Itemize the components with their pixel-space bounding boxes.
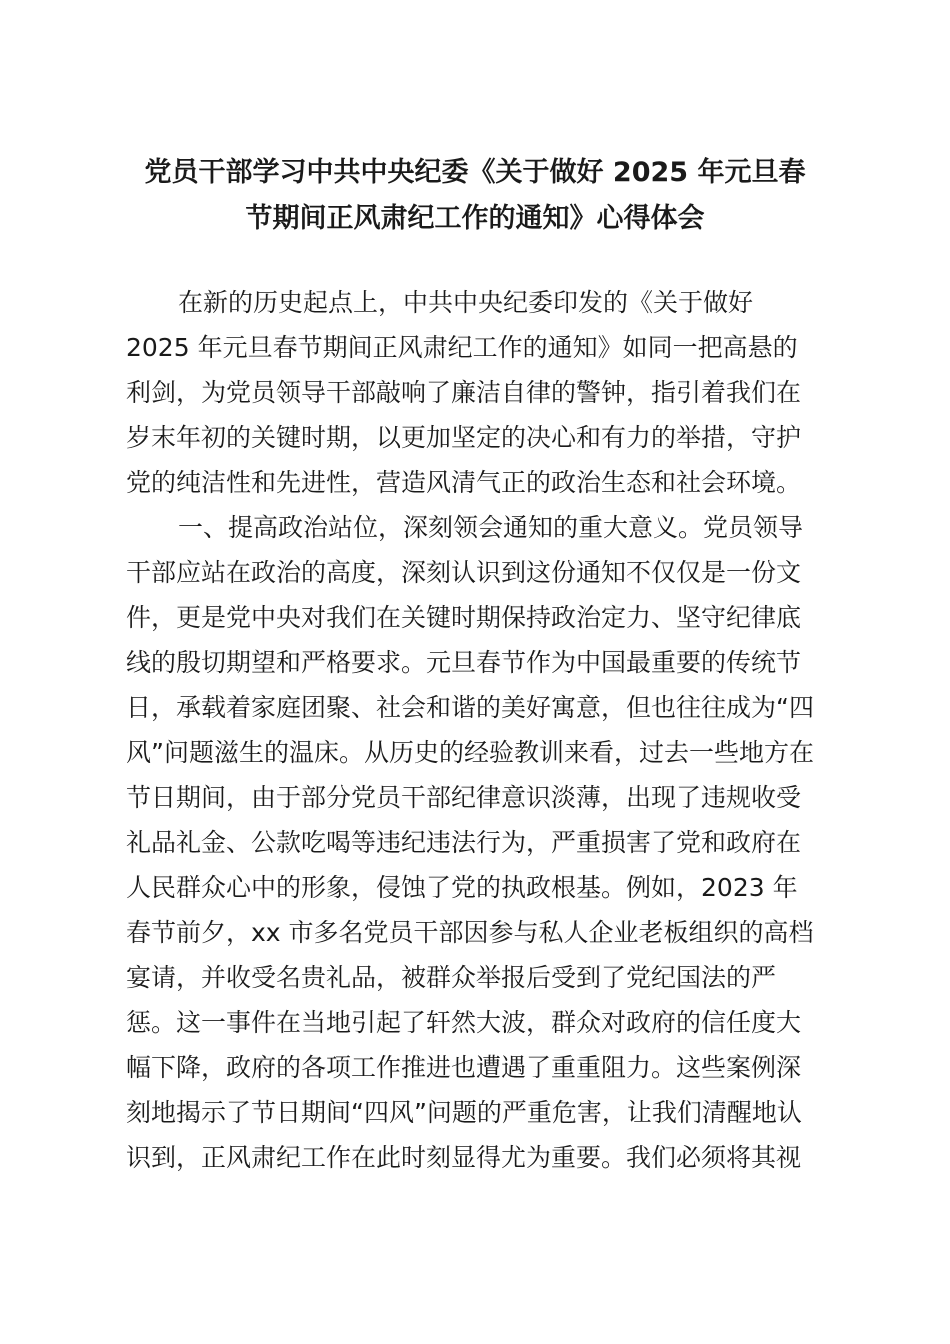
text-line: 宴请，并收受名贵礼品，被群众举报后受到了党纪国法的严 [126, 963, 777, 992]
document-body [126, 280, 836, 1180]
text-line: 识到，正风肃纪工作在此时刻显得尤为重要。我们必须将其视 [126, 1143, 802, 1172]
text-line: 幅下降，政府的各项工作推进也遭遇了重重阻力。这些案例深 [126, 1053, 802, 1082]
text-line: 人民群众心中的形象，侵蚀了党的执政根基。例如，2023 年 [126, 873, 798, 902]
title-line-1: 党员干部学习中共中央纪委《关于做好 2025 年元旦春 [144, 157, 806, 188]
text-line: 刻地揭示了节日期间“四风”问题的严重危害，让我们清醒地认 [126, 1098, 802, 1127]
text-line: 惩。这一事件在当地引起了轩然大波，群众对政府的信任度大 [126, 1008, 802, 1037]
text-line: 风”问题滋生的温床。从历史的经验教训来看，过去一些地方在 [126, 738, 814, 767]
document-title [110, 150, 840, 242]
text-line: 党的纯洁性和先进性，营造风清气正的政治生态和社会环境。 [126, 468, 802, 497]
text-line: 利剑，为党员领导干部敲响了廉洁自律的警钟，指引着我们在 [126, 378, 802, 407]
text-line: 干部应站在政治的高度，深刻认识到这份通知不仅仅是一份文 [126, 558, 802, 587]
text-line: 在新的历史起点上，中共中央纪委印发的《关于做好 [178, 288, 754, 317]
text-line: 节日期间，由于部分党员干部纪律意识淡薄，出现了违规收受 [126, 783, 802, 812]
text-line: 日，承载着家庭团聚、社会和谐的美好寓意，但也往往成为“四 [126, 693, 814, 722]
text-line: 件，更是党中央对我们在关键时期保持政治定力、坚守纪律底 [126, 603, 802, 632]
text-line: 线的殷切期望和严格要求。元旦春节作为中国最重要的传统节 [126, 648, 802, 677]
title-line-2: 节期间正风肃纪工作的通知》心得体会 [245, 203, 705, 234]
text-line: 春节前夕，xx 市多名党员干部因参与私人企业老板组织的高档 [126, 918, 814, 947]
text-line: 2025 年元旦春节期间正风肃纪工作的通知》如同一把高悬的 [126, 333, 798, 362]
text-line: 礼品礼金、公款吃喝等违纪违法行为，严重损害了党和政府在 [126, 828, 802, 857]
text-line: 岁末年初的关键时期，以更加坚定的决心和有力的举措，守护 [126, 423, 802, 452]
text-line: 一、提高政治站位，深刻领会通知的重大意义。党员领导 [178, 513, 804, 542]
